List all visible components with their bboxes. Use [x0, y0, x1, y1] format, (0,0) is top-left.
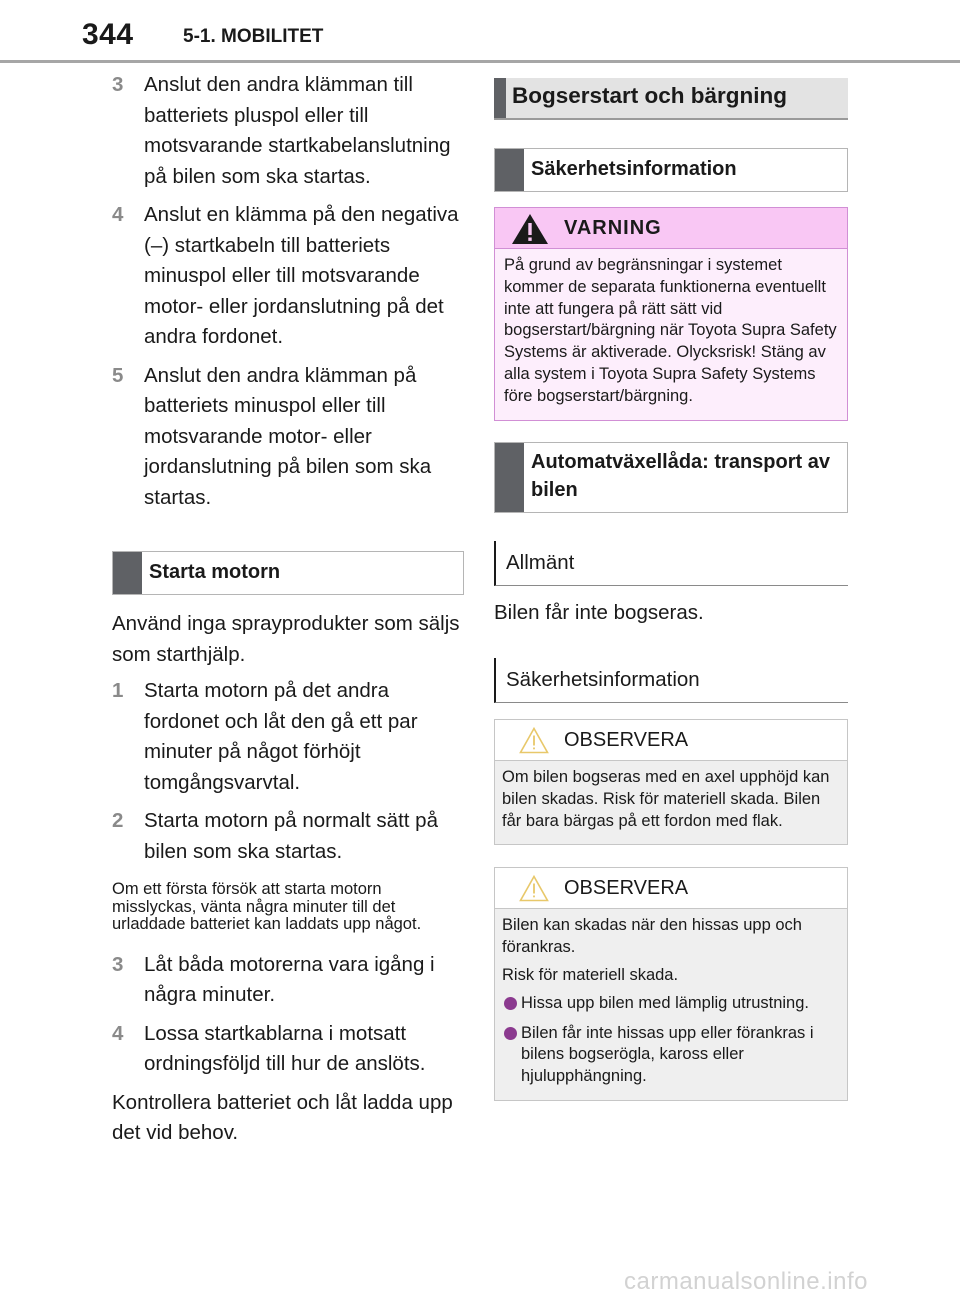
final-text: Kontrollera batteriet och låt ladda upp det vid behov. — [112, 1090, 453, 1144]
observe-text: Om bilen bogseras med en axel upphöjd kan bilen skadas. Risk för materiell skada. Bilen får bara bärgas på ett fordon med flak. — [495, 761, 847, 844]
step-number: 3 — [112, 952, 124, 976]
safety-heading-2: Säkerhetsinformation — [494, 658, 848, 703]
general-text: Bilen får inte bogseras. — [494, 600, 704, 624]
start-engine-heading: Starta motorn — [149, 561, 281, 583]
step-text: Låt båda motorerna vara igång i några minuter. — [144, 952, 435, 1006]
auto-heading: Automatväxellåda: transport av bilen — [531, 450, 830, 501]
observe-header — [495, 720, 847, 761]
caution-triangle-icon — [519, 875, 549, 907]
observe-label: OBSERVERA — [564, 729, 689, 752]
watermark: carmanualsonline.info — [624, 1268, 868, 1295]
safety-heading-box — [494, 148, 848, 192]
main-heading-box — [494, 78, 848, 120]
intro-text: Använd inga sprayprodukter som säljs som starthjälp. — [112, 612, 460, 666]
left-column — [112, 70, 464, 1155]
step-item — [112, 1019, 464, 1080]
bullet-dot-icon — [504, 997, 517, 1010]
bullet-text: Bilen får inte hissas upp eller förankras i bilens bogserögla, kaross eller hjulupphängning. — [521, 1023, 814, 1086]
step-item — [112, 676, 464, 798]
step-number: 1 — [112, 679, 124, 702]
caution-triangle-icon — [519, 727, 549, 759]
small-note: Om ett första försök att starta motorn misslyckas, vänta några minuter till det urladdade batteriet kan laddats upp något. — [112, 880, 422, 933]
heading-bar — [113, 552, 142, 594]
step-number: 2 — [112, 809, 124, 832]
step-number: 4 — [112, 1021, 124, 1045]
right-column — [494, 78, 848, 1101]
step-item — [112, 361, 464, 514]
step-number: 3 — [112, 73, 124, 96]
step-number: 5 — [112, 363, 124, 387]
observe-box-1 — [494, 719, 848, 845]
header-rule — [0, 60, 960, 63]
main-heading: Bogserstart och bärgning — [512, 83, 788, 108]
step-text: Anslut den andra klämman till batteriets pluspol eller till motsvarande startkabelanslutning på bilen som ska startas. — [144, 73, 451, 188]
step-number: 4 — [112, 203, 124, 226]
observe-body — [495, 909, 847, 1100]
section-label: 5-1. MOBILITET — [183, 26, 324, 47]
step-text: Starta motorn på det andra fordonet och låt den gå ett par minuter på något förhöjt tomgångsvarvtal. — [144, 679, 418, 794]
warning-triangle-icon — [511, 213, 549, 250]
observe-header — [495, 868, 847, 909]
step-item — [112, 806, 464, 867]
page-number: 344 — [82, 18, 134, 51]
heading-bar — [495, 149, 524, 191]
page-header — [0, 0, 960, 62]
bullet-item — [502, 993, 840, 1015]
warning-label: VARNING — [564, 217, 662, 239]
step-item — [112, 950, 464, 1011]
auto-heading-box — [494, 442, 848, 513]
step-text: Starta motorn på normalt sätt på bilen som ska startas. — [144, 809, 438, 863]
warning-box — [494, 207, 848, 421]
step-text: Anslut en klämma på den negativa (–) startkabeln till batteriets minuspol eller till motsvarande motor- eller jordanslutning på det andra fordonet. — [144, 203, 459, 348]
bullet-item — [502, 1023, 840, 1088]
observe-paragraph: Bilen kan skadas när den hissas upp och förankras. — [502, 916, 802, 957]
general-heading: Allmänt — [494, 541, 848, 586]
step-text: Lossa startkablarna i motsatt ordningsföljd till hur de anslöts. — [144, 1021, 426, 1075]
observe-box-2 — [494, 867, 848, 1101]
step-item — [112, 200, 464, 353]
start-engine-heading-box — [112, 551, 464, 595]
heading-bar — [495, 443, 524, 512]
heading-bar — [494, 78, 506, 118]
observe-label: OBSERVERA — [564, 877, 689, 900]
bullet-text: Hissa upp bilen med lämplig utrustning. — [521, 993, 809, 1012]
bullet-dot-icon — [504, 1027, 517, 1040]
warning-header — [495, 208, 847, 249]
observe-paragraph: Risk för materiell skada. — [502, 966, 679, 985]
step-item — [112, 70, 464, 192]
safety-heading: Säkerhetsinformation — [531, 158, 737, 180]
warning-text: På grund av begränsningar i systemet kommer de separata funktionerna eventuellt inte att fungera på rätt sätt vid bogserstart/bärgning när Toyota Supra Safety Systems är aktiverade. Olycksrisk! Stäng av alla system i Toyota Supra Safety Systems före bogserstart/bärgning. — [495, 249, 847, 420]
step-text: Anslut den andra klämman på batteriets minuspol eller till motsvarande motor- eller jordanslutning på bilen som ska startas. — [144, 363, 432, 509]
